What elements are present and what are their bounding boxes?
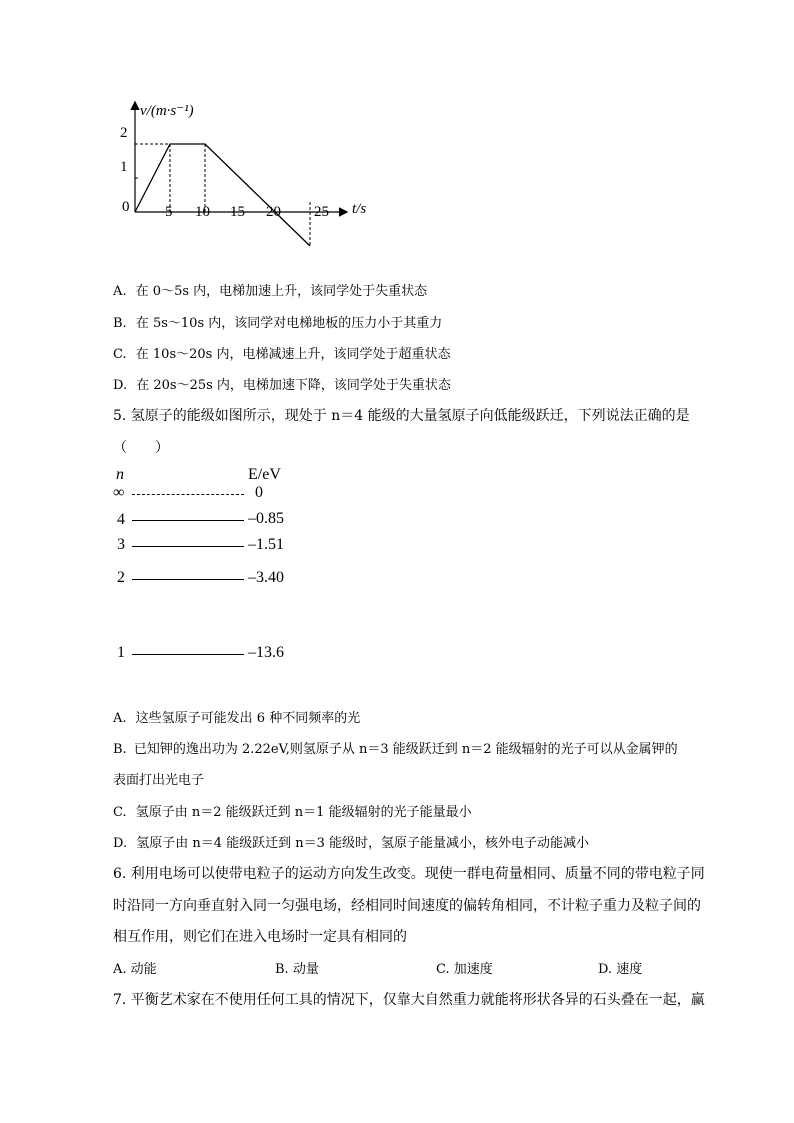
level-e-4: –0.85	[248, 510, 284, 527]
option-label: B.	[113, 742, 127, 757]
q5-stem-line2: （ ）	[113, 440, 169, 456]
level-line-3	[132, 546, 244, 547]
option-label: C.	[113, 347, 127, 362]
velocity-series-line	[135, 144, 310, 246]
option-label: A.	[113, 711, 127, 726]
option-label: A.	[113, 284, 127, 299]
q4-option-a	[113, 280, 427, 299]
option-text: 在 20s～25s 内，电梯加速下降，该同学处于失重状态	[136, 378, 451, 393]
level-e-2: –3.40	[248, 569, 284, 586]
level-n-4: 4	[117, 511, 125, 528]
option-text: 在 5s～10s 内，该同学对电梯地板的压力小于其重力	[135, 316, 443, 331]
q4-option-b	[113, 312, 442, 331]
y-axis-label: v/(m·s⁻¹)	[140, 103, 194, 119]
option-label: D.	[113, 836, 128, 851]
option-text: 氢原子由 n＝2 能级跃迁到 n＝1 能级辐射的光子能量最小	[135, 805, 472, 820]
x-tick-label-25: 25	[314, 204, 329, 220]
level-n-1: 1	[117, 644, 125, 661]
level-n-3: 3	[117, 536, 125, 553]
origin-label: 0	[122, 199, 130, 215]
level-n-infinity: ∞	[113, 484, 125, 501]
q5-stem-line1: 5. 氢原子的能级如图所示，现处于 n＝4 能级的大量氢原子向低能级跃迁，下列说法正确的是	[113, 408, 690, 424]
option-text: 已知钾的逸出功为 2.22eV,则氢原子从 n＝3 能级跃迁到 n＝2 能级辐射的光子可以从金属钾的	[133, 742, 678, 757]
y-tick-label-2: 2	[120, 125, 128, 141]
q7-stem-line1: 7. 平衡艺术家在不使用任何工具的情况下，仅靠大自然重力就能将形状各异的石头叠在一起，赢	[113, 992, 705, 1008]
energy-level-diagram	[110, 462, 310, 667]
level-e-1: –13.6	[248, 644, 284, 661]
level-e-infinity: 0	[255, 484, 263, 501]
q6-stem-line1: 6. 利用电场可以使带电粒子的运动方向发生改变。现使一群电荷量相同、质量不同的带电粒子同	[113, 866, 705, 882]
level-line-infinity	[132, 494, 244, 495]
option-text: 在 10s～20s 内，电梯减速上升，该同学处于超重状态	[135, 347, 451, 362]
option-text: 这些氢原子可能发出 6 种不同频率的光	[135, 711, 361, 726]
q4-option-d	[113, 374, 451, 393]
x-tick-label-10: 10	[195, 204, 210, 220]
q5-option-a	[113, 707, 360, 726]
q6-choice-c: C. 加速度	[436, 962, 493, 977]
level-line-4	[132, 520, 244, 521]
option-text: 氢原子由 n＝4 能级跃迁到 n＝3 能级时，氢原子能量减小，核外电子动能减小	[136, 836, 590, 851]
option-label: D.	[113, 378, 128, 393]
level-e-3: –1.51	[248, 536, 284, 553]
q5-option-c	[113, 801, 472, 820]
level-line-2	[132, 579, 244, 580]
q6-choice-a: A. 动能	[113, 962, 157, 977]
y-tick-label-1: 1	[120, 159, 128, 175]
option-text: 在 0～5s 内，电梯加速上升，该同学处于失重状态	[135, 284, 428, 299]
energy-header: E/eV	[248, 466, 281, 483]
q6-stem-line3: 相互作用，则它们在进入电场时一定具有相同的	[113, 929, 407, 945]
level-line-1	[132, 654, 244, 655]
x-tick-label-20: 20	[266, 204, 281, 220]
q6-choice-d: D. 速度	[598, 962, 643, 977]
n-header: n	[116, 466, 124, 483]
option-label: C.	[113, 805, 127, 820]
q5-option-b	[113, 738, 678, 757]
level-n-2: 2	[117, 569, 125, 586]
x-axis-label: t/s	[352, 201, 367, 217]
vt-graph	[110, 95, 380, 245]
q5-option-b-continued: 表面打出光电子	[113, 773, 205, 788]
x-tick-label-15: 15	[230, 204, 245, 220]
q6-choice-b: B. 动量	[275, 962, 319, 977]
q4-option-c	[113, 343, 450, 362]
q6-stem-line2: 时沿同一方向垂直射入同一匀强电场，经相同时间速度的偏转角相同，不计粒子重力及粒子间的	[113, 898, 701, 914]
x-tick-label-5: 5	[165, 204, 173, 220]
q5-option-d	[113, 832, 589, 851]
option-label: B.	[113, 316, 127, 331]
